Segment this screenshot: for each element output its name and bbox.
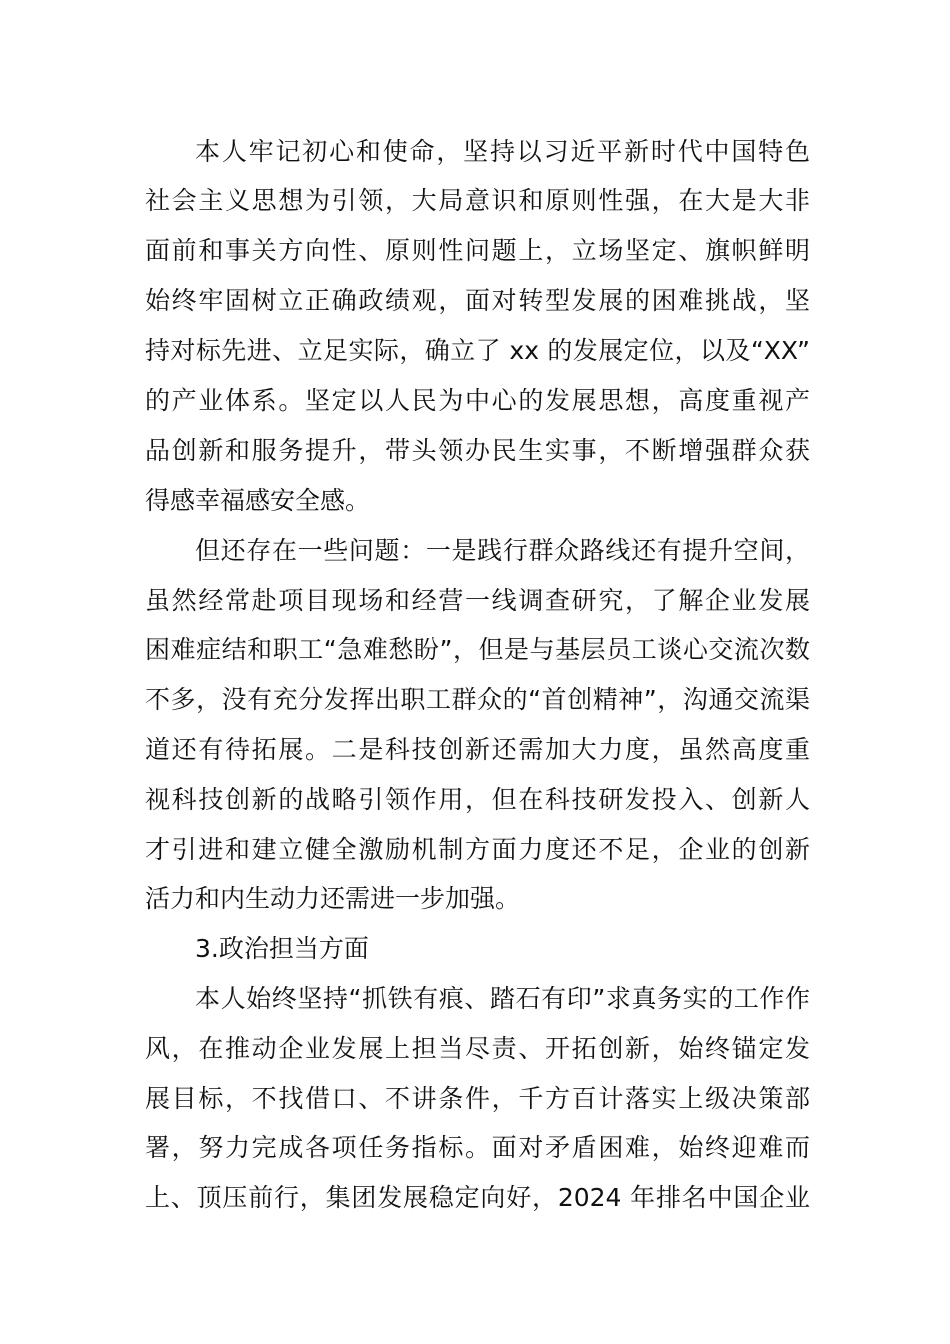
paragraph-line: 面前和事关方向性、原则性问题上，立场坚定、旗帜鲜明 (145, 236, 810, 265)
paragraph-line: 道还有待拓展。二是科技创新还需加大力度，虽然高度重 (145, 735, 810, 764)
paragraph-line: 持对标先进、立足实际，确立了 xx 的发展定位，以及“XX” (145, 336, 810, 365)
paragraph-line: 才引进和建立健全激励机制方面力度还不足，企业的创新 (145, 835, 810, 864)
paragraph-line: 署，努力完成各项任务指标。面对矛盾困难，始终迎难而 (145, 1133, 810, 1162)
paragraph-line: 困难症结和职工“急难愁盼”，但是与基层员工谈心交流次数 (145, 635, 810, 664)
paragraph-line: 虽然经常赴项目现场和经营一线调查研究，了解企业发展 (145, 586, 810, 615)
paragraph-line: 视科技创新的战略引领作用，但在科技研发投入、创新人 (145, 785, 810, 814)
section-heading: 3.政治担当方面 (195, 934, 369, 963)
paragraph-line: 品创新和服务提升，带头领办民生实事，不断增强群众获 (145, 436, 810, 465)
paragraph-line: 始终牢固树立正确政绩观，面对转型发展的困难挑战，坚 (145, 286, 810, 315)
paragraph-line: 活力和内生动力还需进一步加强。 (145, 884, 521, 913)
paragraph-line: 社会主义思想为引领，大局意识和原则性强，在大是大非 (145, 186, 810, 215)
paragraph-line: 上、顶压前行，集团发展稳定向好，2024 年排名中国企业 (145, 1183, 810, 1212)
paragraph-line: 的产业体系。坚定以人民为中心的发展思想，高度重视产 (145, 386, 810, 415)
paragraph-line: 风，在推动企业发展上担当尽责、开拓创新，始终锚定发 (145, 1034, 810, 1063)
paragraph-line: 展目标，不找借口、不讲条件，千方百计落实上级决策部 (145, 1084, 810, 1113)
paragraph-line: 得感幸福感安全感。 (145, 486, 371, 515)
paragraph-line: 不多，没有充分发挥出职工群众的“首创精神”，沟通交流渠 (145, 685, 810, 714)
paragraph-line: 但还存在一些问题：一是践行群众路线还有提升空间， (195, 536, 810, 565)
paragraph-line: 本人始终坚持“抓铁有痕、踏石有印”求真务实的工作作 (195, 984, 810, 1013)
paragraph-line: 本人牢记初心和使命，坚持以习近平新时代中国特色 (195, 137, 810, 166)
